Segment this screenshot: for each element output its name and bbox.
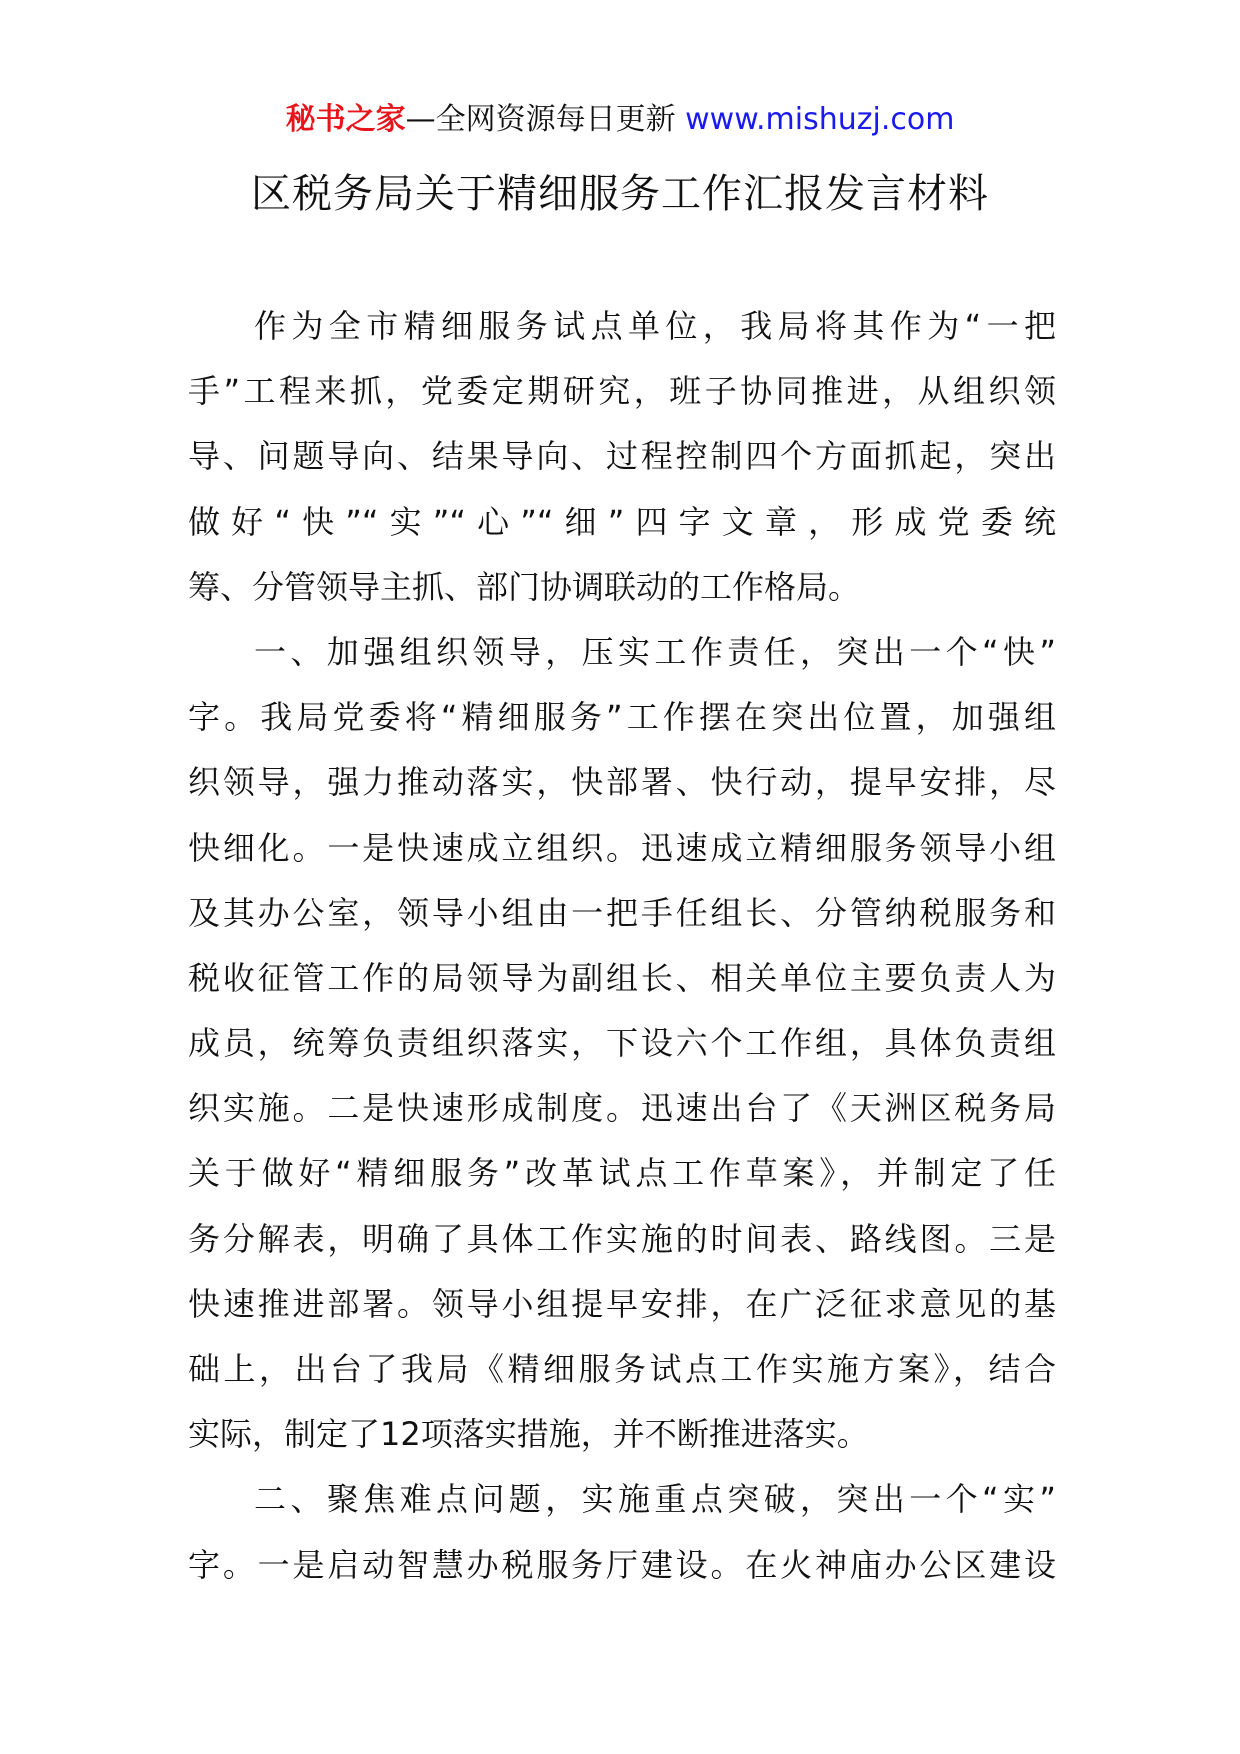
text-line: 织领导，强力推动落实，快部署、快行动，提早安排，尽: [188, 763, 1056, 802]
text-line: 快细化。一是快速成立组织。迅速成立精细服务领导小组: [188, 828, 1056, 867]
text-line: 筹、分管领导主抓、部门协调联动的工作格局。: [188, 567, 861, 606]
text-line: 做好“快”“实”“心”“细”四字文章，形成党委统: [188, 502, 1056, 541]
text-line: 税收征管工作的局领导为副组长、相关单位主要负责人为: [188, 958, 1056, 997]
site-url-link[interactable]: www.mishuzj.com: [685, 102, 955, 137]
text-line: 础上，出台了我局《精细服务试点工作实施方案》，结合: [188, 1350, 1056, 1388]
document-body: [188, 294, 1056, 1598]
text-line: 导、问题导向、结果导向、过程控制四个方面抓起，突出: [188, 437, 1056, 476]
text-line: 作为全市精细服务试点单位，我局将其作为“一把: [254, 307, 1056, 345]
text-line: 织实施。二是快速形成制度。迅速出台了《天洲区税务局: [188, 1089, 1056, 1128]
text-line: 快速推进部署。领导小组提早安排，在广泛征求意见的基: [188, 1284, 1056, 1323]
document-title: 区税务局关于精细服务工作汇报发言材料: [251, 171, 989, 217]
brand-name: 秘书之家: [285, 102, 406, 137]
header-tagline: —全网资源每日更新: [405, 102, 676, 137]
text-line: 关于做好“精细服务”改革试点工作草案》，并制定了任: [188, 1154, 1056, 1193]
text-line: 实际，制定了12项落实措施，并不断推进落实。: [188, 1415, 869, 1454]
section-heading-line: 二、聚焦难点问题，实施重点突破，突出一个“实”: [254, 1480, 1056, 1519]
text-line: 手”工程来抓，党委定期研究，班子协同推进，从组织领: [188, 372, 1056, 411]
text-line: 务分解表，明确了具体工作实施的时间表、路线图。三是: [188, 1219, 1056, 1258]
text-line: 成员，统筹负责组织落实，下设六个工作组，具体负责组: [188, 1024, 1056, 1063]
site-header: [0, 100, 1240, 140]
text-line: 及其办公室，领导小组由一把手任组长、分管纳税服务和: [188, 893, 1056, 932]
text-line: 字。我局党委将“精细服务”工作摆在突出位置，加强组: [188, 698, 1056, 737]
text-line: 字。一是启动智慧办税服务厅建设。在火神庙办公区建设: [188, 1545, 1056, 1584]
section-heading-line: 一、加强组织领导，压实工作责任，突出一个“快”: [254, 632, 1056, 671]
